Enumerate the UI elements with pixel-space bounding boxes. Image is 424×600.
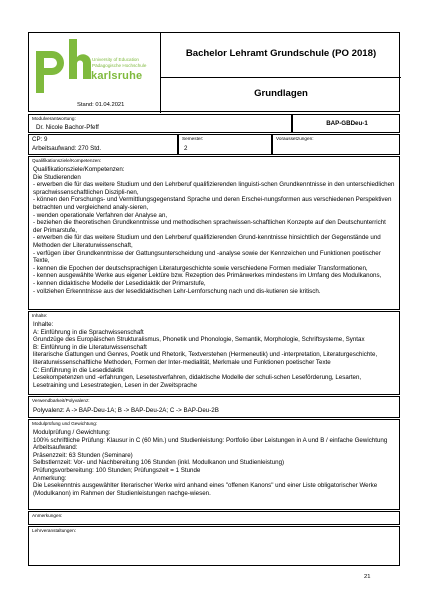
inhalte-line: literarische Gattungen und Genres, Poetik und Rhetorik, Textverstehen (Hermeneutik) und -interpretation, Literaturgeschichte, literaturwissenschaftliche Methoden, Formen der Inter-medialität, Merkmale und Funktionen poetischer Texte: [33, 351, 379, 366]
cp-value: CP: 9: [32, 136, 48, 143]
university-line-2: Pädagogische Hochschule: [92, 63, 147, 68]
pruefung-line: Die Lesekenntnis ausgewählter literarischer Werke wird anhand eines "offenen Kanons" und einer Liste obligatorischer Werke (Modulkanon) im Rahmen der Studienleistungen nachge-wiesen.: [33, 482, 379, 497]
modulpruefung-text: [33, 429, 395, 497]
header-table: [28, 32, 400, 112]
cp-cell: [28, 134, 178, 155]
inhalte-text: [33, 321, 395, 389]
university-name: karlsruhe: [91, 70, 143, 82]
title-cell: [161, 33, 401, 78]
pruefung-line: Prüfungsvorbereitung: 100 Stunden; Prüfungszeit = 1 Stunde: [33, 466, 201, 474]
lehrveranstaltungen-cell: [28, 526, 400, 566]
qual-line: - können den Forschungs- und Vermittlungsgegenstand Sprache und deren Erschei-nungsformen aus verschiedenen Perspektiven betrachten und vergleichend analy-sieren,: [33, 196, 394, 211]
university-logo: [33, 37, 93, 95]
voraussetzungen-label: Voraussetzungen:: [276, 136, 314, 141]
verwendbarkeit-value: Polyvalenz: A -> BAP-Deu-1A; B -> BAP-Deu-2A; C -> BAP-Deu-2B: [33, 407, 219, 414]
document-title: Bachelor Lehramt Grundschule (PO 2018): [185, 48, 377, 59]
qual-line: - wenden operationale Verfahren der Analyse an,: [33, 211, 168, 219]
inhalte-line: B: Einführung in die Literaturwissenschaft: [33, 343, 147, 351]
pruefung-line: Selbstlernzeit: Vor- und Nachbereitung 106 Stunden (inkl. Modulkanon und Studienleistung): [33, 459, 285, 467]
qual-line: Die Studierenden: [33, 173, 81, 181]
pruefung-line: Präsenzzeit: 63 Stunden (Seminare): [33, 451, 133, 459]
inhalte-cell: [28, 311, 400, 395]
qualifikationsziele-text: [33, 166, 395, 295]
module-code: BAP-GBDeu-1: [326, 120, 368, 127]
qualifikationsziele-label: Qualifikationsziele/Kompetenzen:: [32, 158, 102, 163]
qual-line: - erwerben die für das weitere Studium und den Lehrberuf qualifizierenden linguisti-schen Grundkenntnisse in den unterschiedlichen sprachwissenschaftlichen Diszipli-nen,: [33, 181, 397, 196]
subtitle-cell: [161, 78, 401, 113]
qual-line: - verfügen über Grundkenntnisse der Gattungsunterscheidung und -analyse sowie der Kennzeichen und Funktionen poetischer Texte,: [33, 249, 383, 265]
inhalte-label: Inhalte:: [32, 313, 48, 318]
logo-cell: [29, 33, 161, 113]
arbeitsaufwand-value: Arbeitsaufwand: 270 Std.: [32, 145, 102, 152]
anmerkungen-cell: [28, 511, 400, 525]
stand-date: Stand: 01.04.2021: [77, 102, 125, 108]
lehrveranstaltungen-label: Lehrveranstaltungen:: [32, 528, 77, 533]
qual-line: - kennen die Epochen der deutschsprachigen Literaturgeschichte sowie verschiedene Formen medialer Transformationen,: [33, 264, 368, 272]
page-number: 21: [364, 574, 371, 580]
inhalte-line: Inhalte:: [33, 321, 54, 328]
verwendbarkeit-label: Verwendbarkeit/Polyvalenz:: [32, 398, 90, 403]
modulverantwortung-label: Modulverantwortung:: [32, 116, 76, 121]
anmerkungen-label: Anmerkungen:: [32, 513, 63, 518]
inhalte-line: Lesekompetenzen und -erfahrungen, Lesetestverfahren, didaktische Modelle der schuli-schen Leseförderung, Lesarten, Lesetraining und Lesestrategien, Lesen in der Zweitsprache: [33, 374, 363, 389]
inhalte-line: A: Einführung in die Sprachwissenschaft: [33, 328, 144, 336]
verwendbarkeit-cell: [28, 396, 400, 418]
qual-line: - erwerben die für das weitere Studium und den Lehrberuf qualifizierenden Grund-kenntnisse hinsichtlich der Gegenstände und Methoden der Literaturwissenschaft,: [33, 234, 383, 249]
qual-line: - kennen didaktische Modelle der Lesedidaktik der Primarstufe,: [33, 279, 206, 287]
qual-line: - kennen ausgewählte Werke aus eigener Lektüre bzw. Rezeption des Primärwerkes mindestens im Umfang des Modulkanons,: [33, 272, 382, 280]
modulverantwortung-cell: [28, 114, 292, 133]
university-line-1: University of Education: [92, 57, 139, 62]
qual-line: - vollziehen Erkenntnisse aus der lesedidaktischen Lehr-Lernforschung nach und dis-kutieren sie kritisch.: [33, 287, 321, 295]
modulpruefung-cell: [28, 419, 400, 510]
pruefung-line: Modulprüfung / Gewichtung:: [33, 429, 111, 436]
qual-line: Qualifikationsziele/Kompetenzen:: [33, 166, 125, 173]
voraussetzungen-cell: [272, 134, 400, 155]
qualifikationsziele-cell: [28, 156, 400, 310]
modulpruefung-label: Modulprüfung und Gewichtung:: [32, 421, 98, 426]
inhalte-line: C: Einführung in die Lesedidaktik: [33, 366, 124, 374]
modulverantwortung-value: Dr. Nicole Bachor-Pfeff: [36, 124, 99, 131]
pruefung-line: Anmerkung:: [33, 474, 67, 482]
pruefung-line: 100% schriftliche Prüfung: Klausur in C (60 Min.) und Studienleistung: Portfolio über Leistungen in A und B / einfache Gewichtung: [33, 436, 388, 444]
semester-value: 2: [184, 145, 188, 152]
qual-line: - beziehen die theoretischen Grundkenntnisse und methodischen sprachwissen-schaftlichen Konzepte auf den Deutschunterricht der Primarstufe,: [33, 219, 388, 234]
semester-cell: [178, 134, 272, 155]
pruefung-line: Arbeitsaufwand:: [33, 444, 78, 452]
semester-label: Semester:: [182, 136, 204, 141]
module-code-cell: [292, 114, 400, 133]
inhalte-line: Grundzüge des Europäischen Strukturalismus, Phonetik und Phonologie, Semantik, Morphologie, Schriftsysteme, Syntax: [33, 336, 365, 344]
document-subtitle: Grundlagen: [254, 88, 308, 99]
